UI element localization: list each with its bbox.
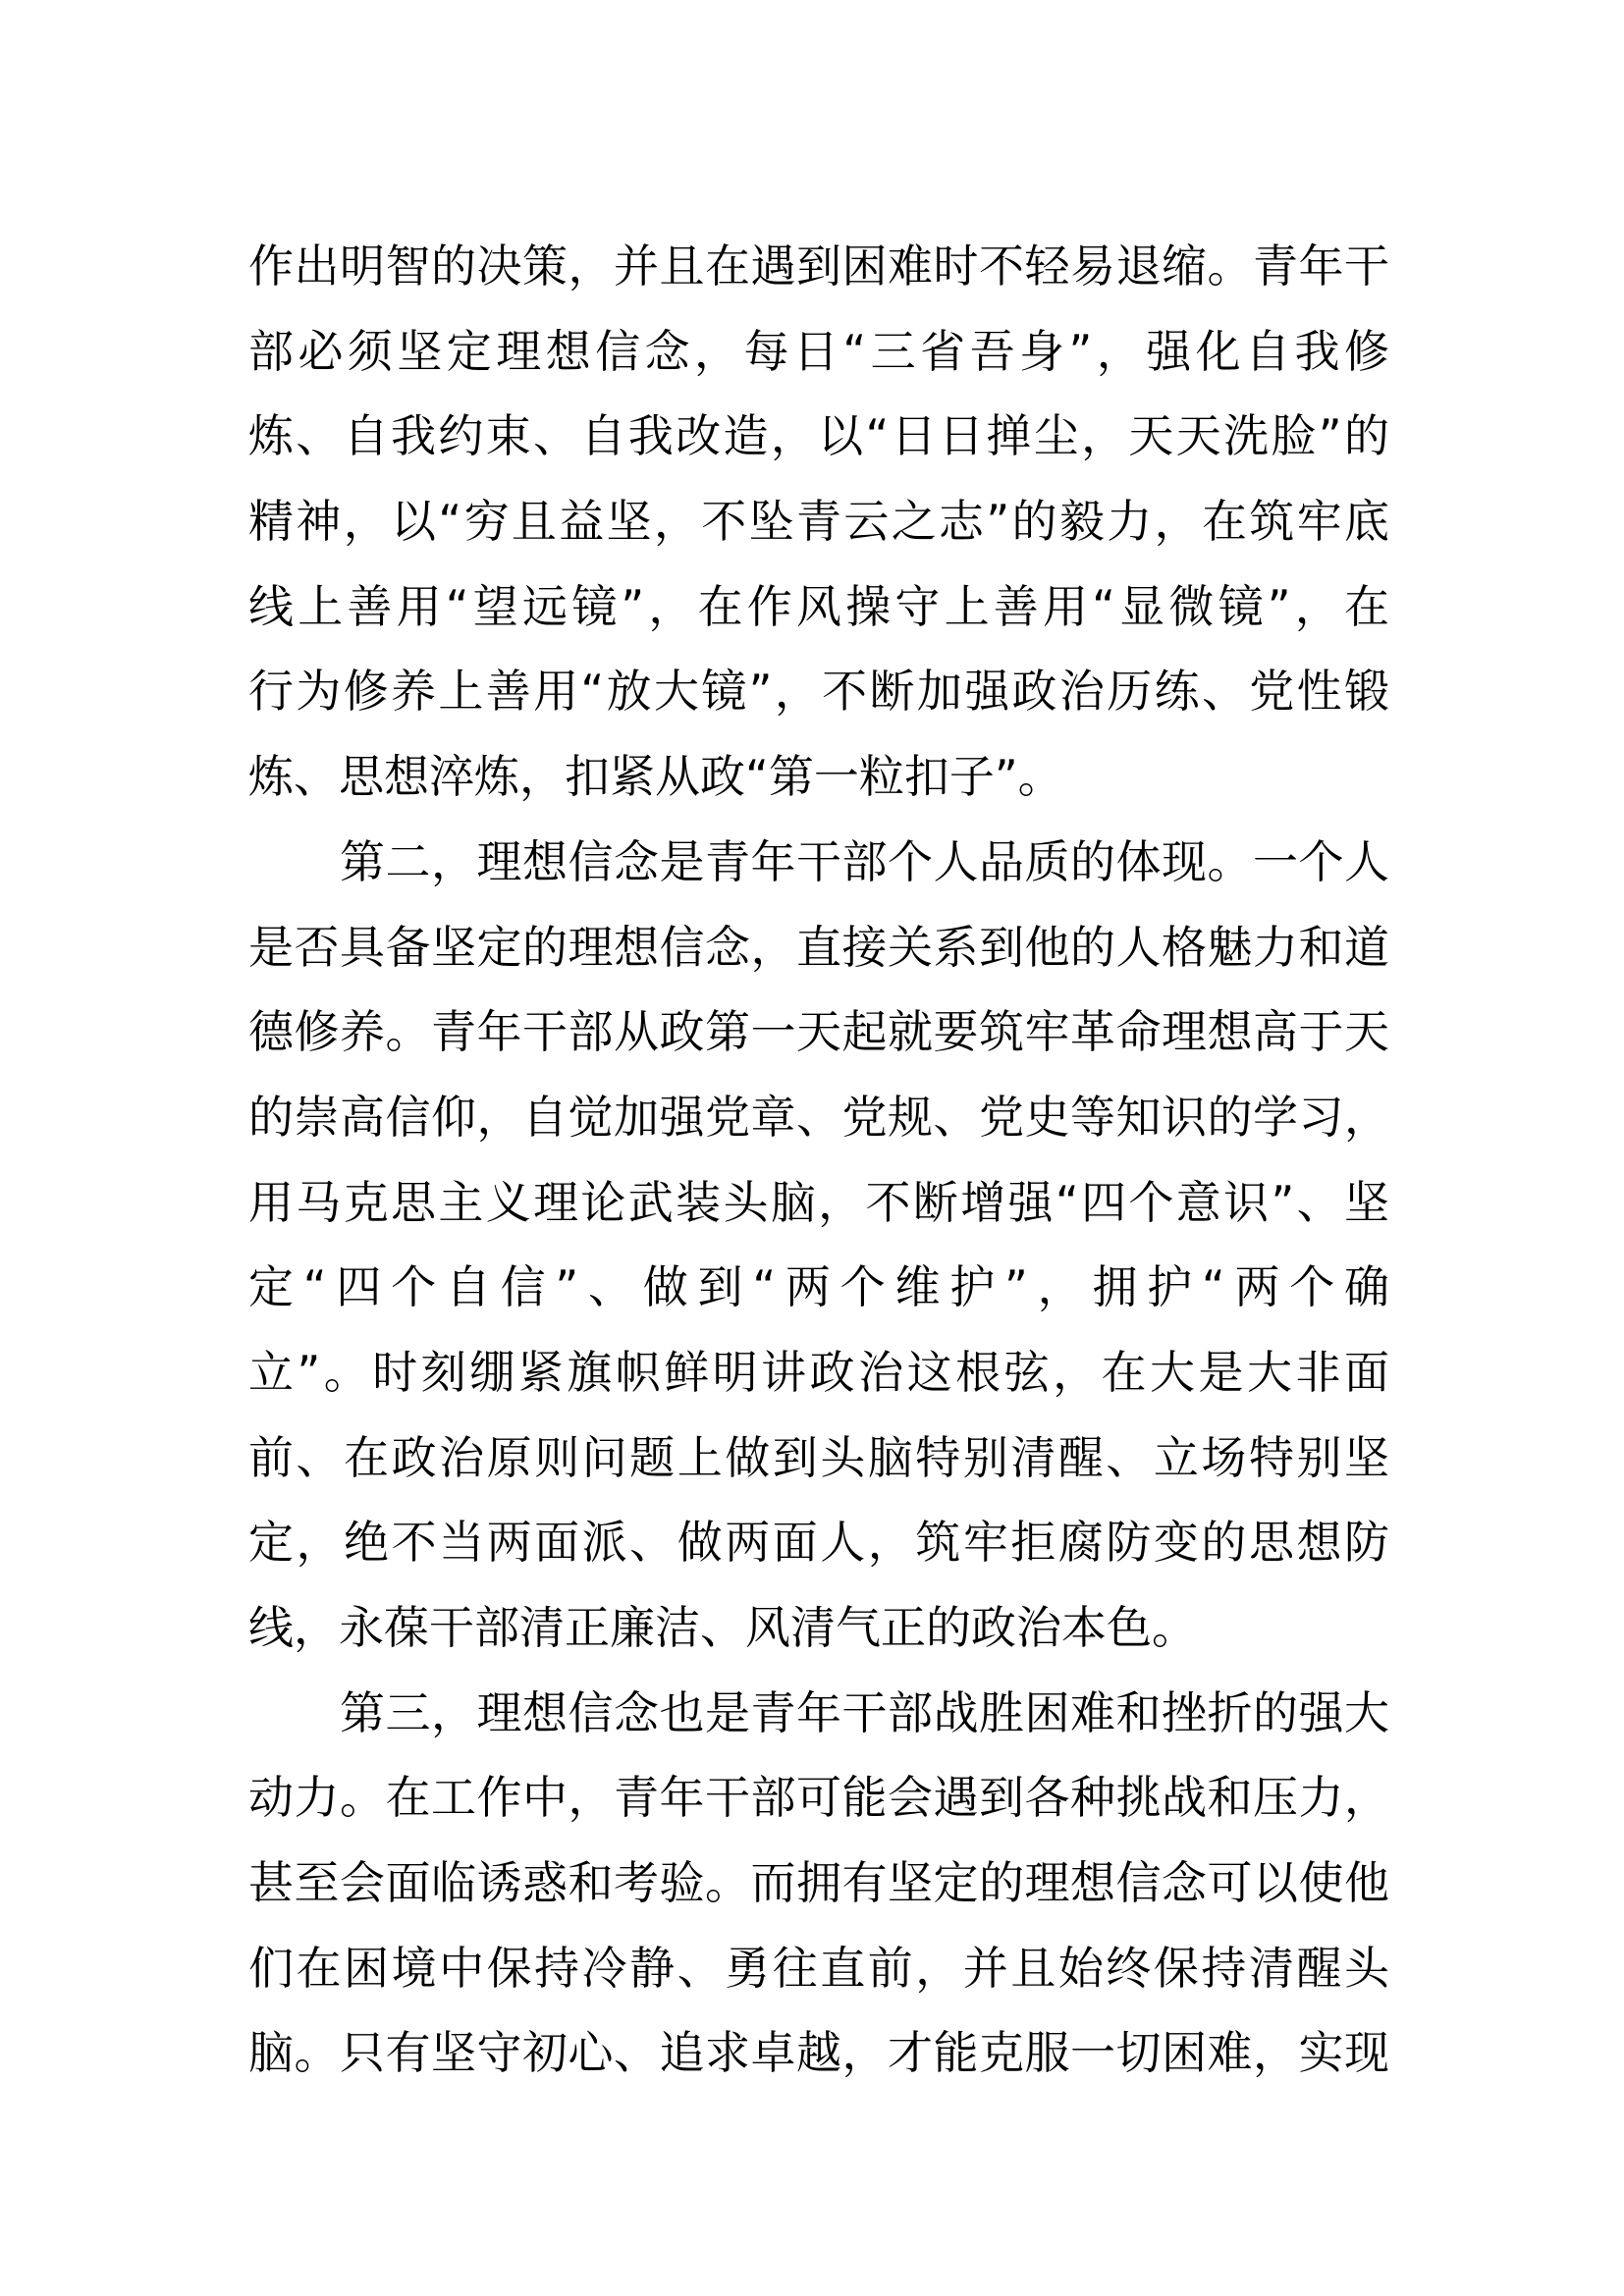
text-line: 们在困境中保持冷静、勇往直前，并且始终保持清醒头 xyxy=(248,1941,1389,1995)
text-line: 部必须坚定理想信念，每日“三省吾身”，强化自我修 xyxy=(248,324,1389,378)
text-line: 行为修养上善用“放大镜”，不断加强政治历练、党性锻 xyxy=(248,665,1389,719)
text-line: 炼、思想淬炼，扣紧从政“第一粒扣子”。 xyxy=(248,750,1063,804)
text-line: 精神，以“穷且益坚，不坠青云之志”的毅力，在筑牢底 xyxy=(248,495,1389,549)
text-line: 第二，理想信念是青年干部个人品质的体现。一个人 xyxy=(340,834,1389,888)
paragraph xyxy=(248,831,1389,1682)
text-line: 是否具备坚定的理想信念，直接关系到他的人格魅力和道 xyxy=(248,920,1389,974)
text-line: 线，永葆干部清正廉洁、风清气正的政治本色。 xyxy=(248,1601,1197,1654)
text-line: 炼、自我约束、自我改造，以“日日掸尘，天天洗脸”的 xyxy=(248,409,1389,463)
text-line: 用马克思主义理论武装头脑，不断增强“四个意识”、坚 xyxy=(248,1175,1389,1229)
text-line: 作出明智的决策，并且在遇到困难时不轻易退缩。青年干 xyxy=(248,240,1389,293)
text-line: 的崇高信仰，自觉加强党章、党规、党史等知识的学习， xyxy=(248,1090,1389,1144)
paragraph xyxy=(248,1682,1389,2108)
text-line: 定“四个自信”、做到“两个维护”，拥护“两个确 xyxy=(248,1260,1389,1314)
text-line: 前、在政治原则问题上做到头脑特别清醒、立场特别坚 xyxy=(248,1430,1389,1484)
document-page xyxy=(248,236,1389,2108)
text-line: 甚至会面临诱惑和考验。而拥有坚定的理想信念可以使他 xyxy=(248,1856,1389,1910)
text-line: 脑。只有坚守初心、追求卓越，才能克服一切困难，实现 xyxy=(248,2026,1389,2080)
text-line: 线上善用“望远镜”，在作风操守上善用“显微镜”，在 xyxy=(248,579,1389,633)
paragraph xyxy=(248,236,1389,831)
text-line: 动力。在工作中，青年干部可能会遇到各种挑战和压力， xyxy=(248,1771,1389,1825)
text-line: 第三，理想信念也是青年干部战胜困难和挫折的强大 xyxy=(340,1685,1389,1739)
text-line: 德修养。青年干部从政第一天起就要筑牢革命理想高于天 xyxy=(248,1005,1389,1059)
text-line: 立”。时刻绷紧旗帜鲜明讲政治这根弦，在大是大非面 xyxy=(248,1345,1389,1399)
text-line: 定，绝不当两面派、做两面人，筑牢拒腐防变的思想防 xyxy=(248,1516,1389,1570)
